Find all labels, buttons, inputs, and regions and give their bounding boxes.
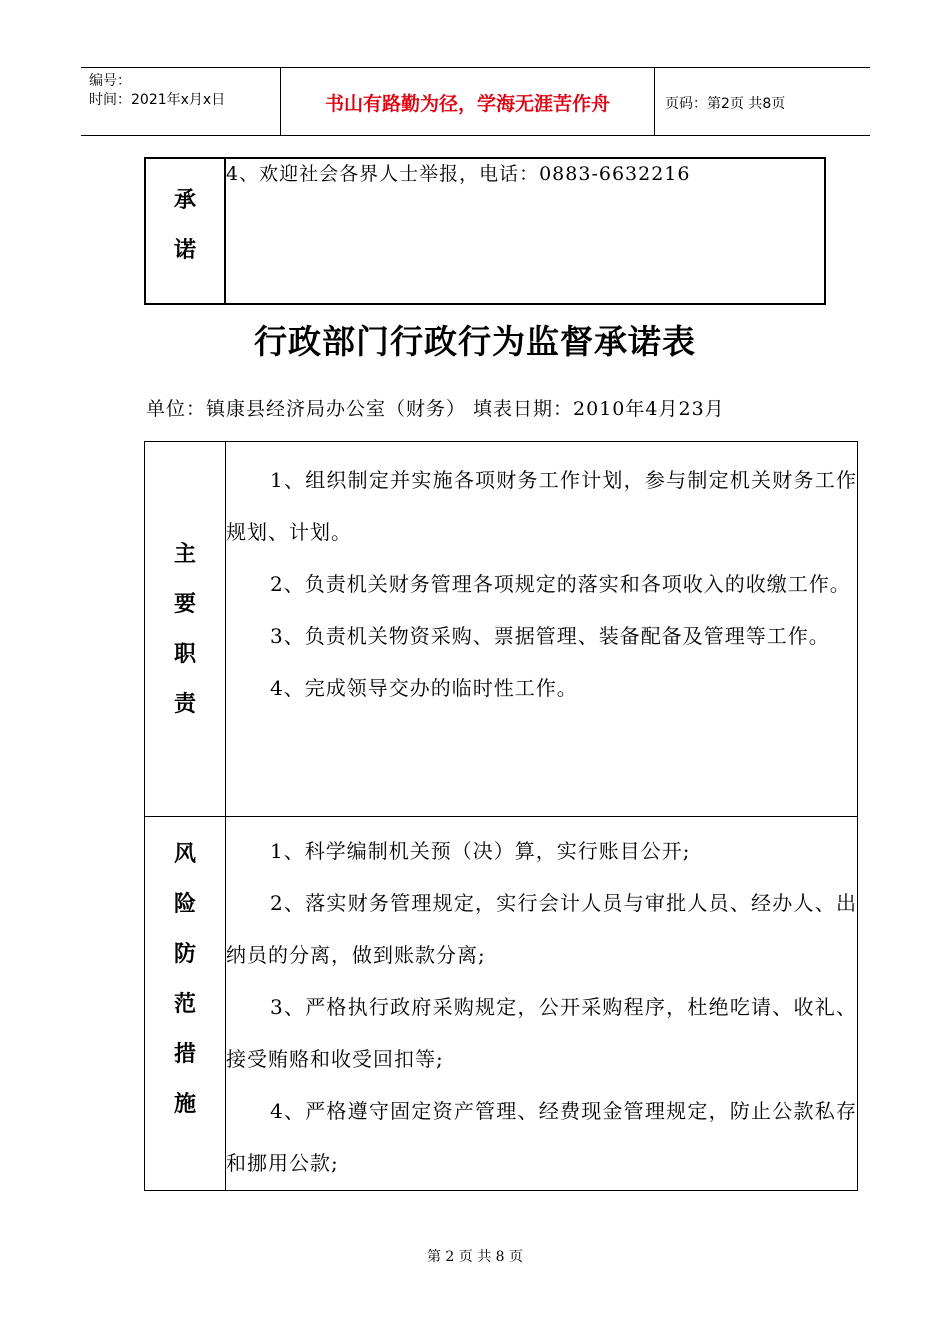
risk-label-char: 措 <box>173 1041 196 1067</box>
risk-content <box>226 817 858 1191</box>
unit-and-date: 单位：镇康县经济局办公室（财务） 填表日期：2010年4月23月 <box>146 398 725 420</box>
duties-label-char: 主 <box>173 541 196 567</box>
promise-label <box>145 158 225 304</box>
duties-content <box>226 442 858 817</box>
promise-label-char: 承 <box>173 187 196 213</box>
duty-item: 1、组织制定并实施各项财务工作计划，参与制定机关财务工作规划、计划。 <box>226 468 857 544</box>
risk-item: 2、落实财务管理规定，实行会计人员与审批人员、经办人、出纳员的分离，做到账款分离; <box>226 891 857 967</box>
page-header <box>81 67 870 136</box>
header-meta <box>89 72 225 110</box>
header-bottom-rule <box>81 135 870 136</box>
duties-label-char: 责 <box>173 691 196 717</box>
duty-item: 2、负责机关财务管理各项规定的落实和各项收入的收缴工作。 <box>270 572 851 596</box>
duties-row <box>145 442 858 817</box>
risk-label-char: 施 <box>173 1091 196 1117</box>
risk-label-char: 防 <box>173 941 196 967</box>
risk-label-char: 范 <box>173 991 196 1017</box>
risk-item: 1、科学编制机关预（决）算，实行账目公开; <box>270 839 691 863</box>
promise-table <box>144 157 826 305</box>
header-motto: 书山有路勤为径，学海无涯苦作舟 <box>324 93 610 115</box>
risk-label <box>145 817 226 1191</box>
promise-text: 4、欢迎社会各界人士举报，电话：0883-6632216 <box>225 158 825 304</box>
document-title: 行政部门行政行为监督承诺表 <box>254 322 696 361</box>
risk-row <box>145 817 858 1191</box>
supervision-table <box>144 441 858 1191</box>
promise-label-char: 诺 <box>173 237 196 263</box>
risk-item: 4、严格遵守固定资产管理、经费现金管理规定，防止公款私存和挪用公款; <box>226 1099 857 1175</box>
risk-label-char: 风 <box>173 841 196 867</box>
duty-item: 4、完成领导交办的临时性工作。 <box>270 676 578 700</box>
header-divider-right <box>654 67 655 136</box>
risk-label-char: 险 <box>173 891 196 917</box>
duties-label-char: 要 <box>173 591 196 617</box>
header-number: 编号： <box>89 73 131 89</box>
duties-label <box>145 442 226 817</box>
header-time: 时间：2021年x月x日 <box>89 92 226 108</box>
page-footer: 第 2 页 共 8 页 <box>426 1249 524 1265</box>
header-page-info: 页码：第2页 共8页 <box>665 96 786 112</box>
duty-item: 3、负责机关物资采购、票据管理、装备配备及管理等工作。 <box>270 624 830 648</box>
header-top-rule <box>81 67 870 68</box>
duties-label-char: 职 <box>173 641 196 667</box>
risk-item: 3、严格执行政府采购规定，公开采购程序，杜绝吃请、收礼、接受贿赂和收受回扣等; <box>226 995 857 1071</box>
